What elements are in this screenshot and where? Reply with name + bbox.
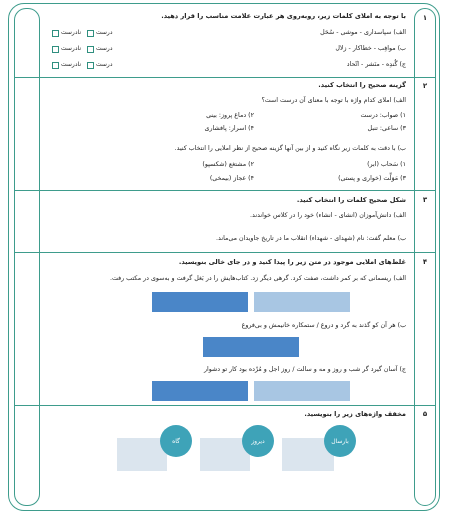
q2-option-b1[interactable]: ۱) سَحاب (ابر) [367, 161, 406, 168]
q4-line-b: ب) هر آن کو گذند به گرد و دروغ / ستمکاره خانیمش و بی‌فروغ [241, 322, 406, 329]
row-divider [14, 252, 436, 253]
answer-blank[interactable] [152, 292, 248, 312]
question-number-2: ۲ [422, 82, 428, 90]
q1-a-options [52, 29, 113, 37]
true-checkbox[interactable] [87, 46, 94, 53]
word-badge: بارسال [324, 425, 356, 457]
true-label: درست [96, 61, 113, 68]
row-divider [14, 405, 436, 406]
q2-option-a1[interactable]: ۱) صواب: درست [360, 112, 406, 119]
score-column [14, 8, 40, 506]
q3-title: شکل صحیح کلمات را انتخاب کنید. [296, 196, 406, 204]
q2-option-a2[interactable]: ۲) دماغ پروز: بینی [206, 112, 254, 119]
answer-blank[interactable] [203, 337, 299, 357]
q1-item-c: ج) گُندِه - منَشر - اتّحاد [346, 61, 406, 68]
q3-line-b: ب) معلم گفت: نام (شهدای - شهداء) انقلاب ما در تاریخ جاویدان می‌ماند. [216, 235, 406, 242]
false-label: نادرست [61, 29, 81, 36]
q1-item-a: الف) سپاسداری - موشی - سُحَل [320, 29, 406, 36]
answer-blank[interactable] [152, 381, 248, 401]
q5-title: مخفف واژه‌های زیر را بنویسید. [304, 410, 406, 418]
false-label: نادرست [61, 45, 81, 52]
worksheet-frame [8, 3, 440, 511]
q1-c-options [52, 61, 113, 69]
row-divider [14, 190, 436, 191]
question-number-3: ۳ [422, 196, 428, 204]
word-badge: گاه [160, 425, 192, 457]
false-label: نادرست [61, 61, 81, 68]
false-checkbox[interactable] [52, 30, 59, 37]
q2-option-b4[interactable]: ۴) عجاز (بیمخی) [209, 175, 254, 182]
true-checkbox[interactable] [87, 62, 94, 69]
q1-item-b: ب) موافِب - خطاکار - زلال [335, 45, 406, 52]
word-badge: دیروز [242, 425, 274, 457]
q1-b-options [52, 45, 113, 53]
false-checkbox[interactable] [52, 46, 59, 53]
q2-option-b2[interactable]: ۲) مشتغع (شکسپو) [202, 161, 254, 168]
question-number-5: ۵ [422, 410, 428, 418]
true-checkbox[interactable] [87, 30, 94, 37]
q2-option-a3[interactable]: ۳) ساعی: تنبل [367, 125, 406, 132]
answer-blank[interactable] [254, 381, 350, 401]
q2-part-a: الف) املای کدام واژه با توجه با معنای آن درست است؟ [261, 97, 406, 104]
q2-option-b3[interactable]: ۳) مَوَلِّت (خواری و پستی) [338, 175, 406, 182]
row-divider [14, 77, 436, 78]
q2-part-b: ب) با دقت به کلمات زیر نگاه کنید و از بین آنها گزینه صحیح از نظر املایی را انتخاب کنید. [174, 145, 406, 152]
true-label: درست [96, 29, 113, 36]
q4-line-a: الف) ریسمانی که بر کمر داشت، صفت کرد. گرهی دیگر زد. کتاب‌هایش را در بَغل گرفت و به‌سوی در مکتب رفت. [109, 275, 406, 282]
question-number-1: ۱ [422, 14, 428, 22]
q2-option-a4[interactable]: ۴) اسرار: پافشاری [204, 125, 254, 132]
q1-title: با توجه به املای کلمات زیر، روبه‌روی هر عبارت علامت مناسب را قرار دهید. [161, 12, 406, 20]
answer-blank[interactable] [254, 292, 350, 312]
q4-line-c: ج) آسان گیرد گر شب و روز و مه و سالت / روز اجل و مُرْده بود کار تو دشوار [203, 366, 406, 373]
true-label: درست [96, 45, 113, 52]
q3-line-a: الف) دانش‌آموزان (انشای - انشاء) خود را در کلاس خواندند. [250, 212, 406, 219]
q4-title: غلط‌های املایی موجود در متن زیر را پیدا کنید و در جای خالی بنویسید. [178, 258, 406, 266]
false-checkbox[interactable] [52, 62, 59, 69]
question-number-4: ۴ [422, 258, 428, 266]
q2-title: گزینه صحیح را انتخاب کنید. [318, 81, 406, 89]
